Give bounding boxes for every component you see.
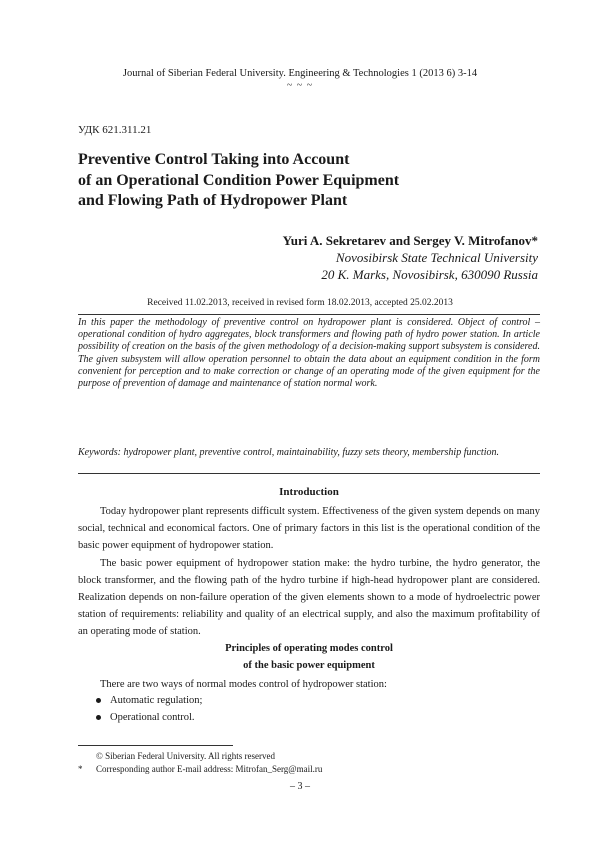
- keywords: Keywords: hydropower plant, preventive control, maintainability, fuzzy sets theory, membership function.: [78, 447, 499, 458]
- footnotes: [78, 750, 322, 776]
- journal-header: Journal of Siberian Federal University. Engineering & Technologies 1 (2013 6) 3-14: [122, 68, 478, 79]
- principles-paragraph-1: There are two ways of normal modes control of hydropower station:: [100, 679, 387, 690]
- corresponding-author-text: Corresponding author E-mail address: Mitrofan_Serg@mail.ru: [96, 764, 323, 774]
- author-address: 20 K. Marks, Novosibirsk, 630090 Russia: [321, 267, 538, 282]
- udk-code: УДК 621.311.21: [78, 124, 152, 136]
- bullet-icon: [96, 698, 101, 703]
- list-item: [96, 709, 202, 726]
- introduction-paragraph-2: The basic power equipment of hydropower station make: the hydro turbine, the hydro generator, the block transformer, and the flowing path of the hydro turbine if high-head hydropower plant are considered. Realization depends on non-failure operation of the given elements shown to a mode of hydroelectric power station of requirements: reliability and quality of an electrical supply, and also the maximum profitability of an operating mode of station.: [78, 557, 540, 638]
- title-line-1: Preventive Control Taking into Account: [78, 151, 350, 168]
- abstract: In this paper the methodology of preventive control on hydropower plant is considered. Object of control – operational condition of hydro aggregates, block transformers and flowing path of hydro power station. In article possibility of creation on the basis of the given methodology of a decision-making support subsystem is considered. The given subsystem will allow operation personnel to obtain the data about an equipment condition in the form convenient for perception and to make correction or change of an operating mode of the given equipment for the purpose of prevention of damage and maintenance of station normal work.: [78, 317, 540, 390]
- abstract-top-rule: [78, 314, 540, 315]
- page-number: – 3 –: [290, 781, 310, 792]
- author-affiliation: Novosibirsk State Technical University: [335, 250, 538, 265]
- header-ornament: ~ ~ ~: [286, 80, 314, 91]
- footnote-rule: [78, 745, 233, 746]
- paper-title: [78, 150, 538, 212]
- bullet-icon: [96, 715, 101, 720]
- abstract-bottom-rule: [78, 473, 540, 474]
- introduction-body: [78, 503, 540, 641]
- principles-body: [78, 676, 540, 693]
- principles-heading-line-2: of the basic power equipment: [243, 660, 375, 671]
- introduction-paragraph-1: Today hydropower plant represents difficult system. Effectiveness of the given system depends on many social, technical and economical factors. One of primary factors in this list is the operational condition of the basic power equipment of hydropower station.: [78, 506, 540, 552]
- footnote-star: *: [78, 764, 83, 774]
- principles-heading: [78, 640, 540, 674]
- list-item-text: Operational control.: [110, 712, 195, 723]
- title-line-2: of an Operational Condition Power Equipment: [78, 171, 400, 189]
- copyright-footnote: © Siberian Federal University. All rights reserved: [96, 751, 275, 761]
- received-dates: Received 11.02.2013, received in revised form 18.02.2013, accepted 25.02.2013: [147, 298, 453, 308]
- introduction-heading: Introduction: [279, 486, 339, 498]
- principles-heading-line-1: Principles of operating modes control: [225, 643, 393, 654]
- author-names: Yuri A. Sekretarev and Sergey V. Mitrofanov*: [282, 233, 538, 248]
- control-ways-list: [96, 692, 202, 726]
- title-line-3: and Flowing Path of Hydropower Plant: [78, 192, 348, 209]
- corresponding-author-footnote: [78, 763, 322, 776]
- list-item: [96, 692, 202, 709]
- list-item-text: Automatic regulation;: [110, 695, 203, 706]
- author-block: [283, 232, 538, 283]
